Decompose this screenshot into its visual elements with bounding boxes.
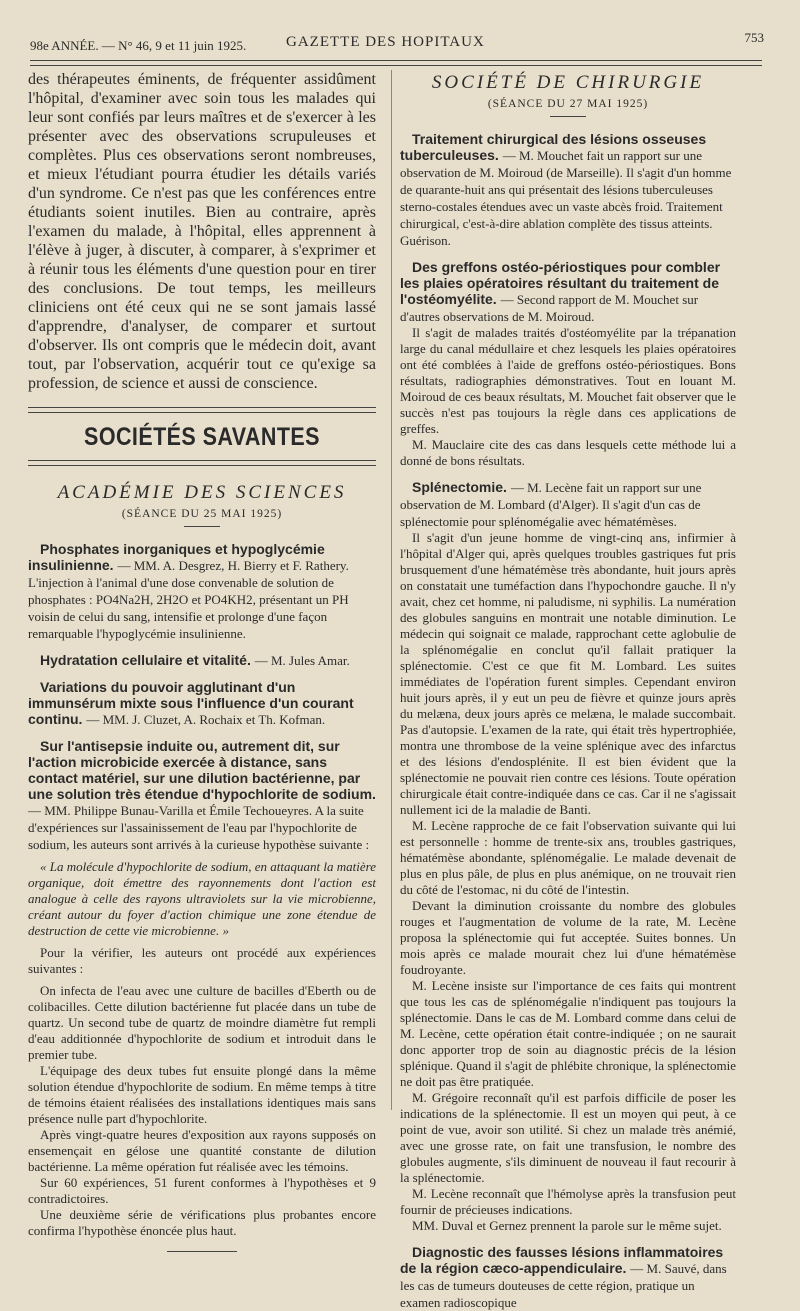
article-2 — [28, 652, 376, 669]
article-3 — [28, 679, 376, 728]
section-rule — [28, 460, 376, 466]
academy-session: (SÉANCE DU 25 MAI 1925) — [121, 508, 283, 520]
article-4-paragraph: On infecta de l'eau avec une culture de bacilles d'Eberth ou de colibacilles. Cette dilution bactérienne fut placée dans un tube de quartz. Un second tube de quartz de moindre diamètre fut rempli d'eau additionnée d'hypochlorite de sodium et introduit dans le premier tube. — [28, 983, 376, 1062]
end-rule — [167, 1251, 237, 1252]
page-header — [30, 30, 764, 58]
short-rule — [184, 526, 220, 527]
header-rule — [30, 60, 762, 66]
article-1-title: Phosphates inorganiques et hypoglycémie insulinienne. — [28, 541, 325, 573]
academy-title: ACADÉMIE DES SCIENCES — [57, 482, 347, 503]
report-1-title: Traitement chirurgical des lésions osseuses tuberculeuses. — [400, 131, 707, 163]
report-3-paragraph: M. Grégoire reconnaît qu'il est parfois difficile de poser les indications de la splénectomie. Il est un moyen qui peut, à ce point de vue, avoir son utilité. Si chez un malade très anémié, avec une grosse rate, on fait une transfusion, le nombre des globules augmente, s'ils diminuent de nouveau il faut recourir à la splénectomie. — [400, 1090, 736, 1185]
article-4-quote: « La molécule d'hypochlorite de sodium, en attaquant la matière organique, doit émettre des rayonnements dont l'action est analogue à celle des rayons ultraviolets sur la vie microbienne, créant autour du foyer d'action chimique une zone étendue de destruction de cette vie microbienne. » — [28, 859, 376, 938]
article-4-paragraph: Pour la vérifier, les auteurs ont procédé aux expériences suivantes : — [28, 945, 376, 976]
section-rule — [28, 407, 376, 413]
article-2-body: — M. Jules Amar. — [254, 653, 350, 668]
report-2-body: — Second rapport de M. Mouchet sur d'autres observations de M. Moiroud. — [400, 292, 699, 324]
report-3 — [400, 479, 736, 530]
report-2 — [400, 259, 736, 325]
article-4-paragraph: Après vingt-quatre heures d'exposition aux rayons supposés on ensemençait en gélose une quantité constante de dilution bactérienne. La même opération fut réalisée avec les témoins. — [28, 1127, 376, 1174]
article-4-paragraph: Une deuxième série de vérifications plus probantes encore confirma l'hypothèse énoncée plus haut. — [28, 1207, 376, 1238]
report-2-paragraph: M. Mauclaire cite des cas dans lesquels cette méthode lui a donné de bons résultats. — [400, 437, 736, 468]
article-3-body: — MM. J. Cluzet, A. Rochaix et Th. Kofman. — [86, 712, 326, 727]
report-3-paragraph: M. Lecène reconnaît que l'hémolyse après la transfusion peut fournir de précieuses indications. — [400, 1186, 736, 1217]
intro-paragraph: des thérapeutes éminents, de fréquenter assidûment l'hôpital, d'examiner avec soin tous les malades qui leur sont confiés par leurs maîtres et de s'exercer à les présenter avec des observations scrupuleuses et complètes. Plus ces observations seront nombreuses, et mieux l'étudiant pourra étudier les détails variés d'un syndrome. Ce n'est pas que les conférences entre étudiants soient inutiles. Bien au contraire, après l'examen du malade, à l'hôpital, elles apprennent à l'élève à juger, à discuter, à comparer, à s'exprimer et à réunir tous les éléments d'une question pour en tirer des conclusions. De tout temps, les meilleurs cliniciens ont été ceux qui ne se sont jamais lassé d'apprendre, d'analyser, de comparer et surtout d'observer. Ils ont compris que le médecin doit, avant tout, par l'observation, acquérir tout ce qu'exige sa profession, de science et aussi de conscience. — [28, 71, 376, 392]
short-rule — [550, 116, 586, 117]
article-4 — [28, 738, 376, 853]
report-4-title: Diagnostic des fausses lésions inflammatoires de la région cæco-appendiculaire. — [400, 1244, 724, 1276]
article-1-body: — MM. A. Desgrez, H. Bierry et F. Rathery. L'injection à l'animal d'une dose convenable de solution de phosphates : PO4Na2H, 2H2O et PO4KH2, présentant un PH voisin de celui du sang, intensifie et prolonge d'une façon remarquable l'hypoglycémie insulinienne. — [28, 558, 349, 641]
society-title: SOCIÉTÉ DE CHIRURGIE — [431, 72, 705, 93]
report-3-paragraph: Il s'agit d'un jeune homme de vingt-cinq ans, infirmier à l'hôpital d'Alger qui, après quelques troubles gastriques fut pris brusquement d'une hématémèse très abondante, huit jours après on constatait une tuméfaction dans l'hypochondre gauche. Il n'y avait, chez cet homme, ni paludisme, ni syphilis. La numération des globules sanguins en montrait une notable diminution. Le médecin qui soignait ce malade, rapprochant cette aglobulie de la splénomégalie en conclut qu'il fallait pratiquer la splénectomie. C'est ce que fit M. Lombard. Les suites immédiates de l'opération furent simples. Cependant environ huit jours après, il y eut un peu de fièvre et quinze jours après du melæna, deux jours après ce melæna, le malade succombait. Pas d'autopsie. L'examen de la rate, qui était très hypertrophiée, montra une thrombose de la veine splénique avec des infarctus et des lésions d'endosplénite. Il est bien évident que la splénectomie ne pouvait rien contre ces lésions. Toute opération chirurgicale était contre-indiquée dans ce cas. Car il ne s'agissait nullement ici de la maladie de Banti. — [400, 530, 736, 817]
report-2-paragraph: Il s'agit de malades traités d'ostéomyélite par la trépanation large du canal médullaire et chez lesquels les plaies opératoires ont été comblées à l'aide de greffons ostéo-périostiques. Bons résultats, radiographies démonstratives. Tout en louant M. Moiroud de ces beaux résultats, M. Mouchet fait observer que le succès n'est pas toujours la règle dans ces applications de greffes. — [400, 325, 736, 436]
report-4-body: — M. Sauvé, dans les cas de tumeurs douteuses de cette région, pratique un examen radioscopique — [400, 1261, 727, 1310]
report-3-paragraph: M. Lecène insiste sur l'importance de ces faits qui montrent que tous les cas de splénomégalie n'indiquent pas toujours la splénectomie. Dans le cas de M. Lombard comme dans celui de M. Lecène, cette opération était contre-indiquée ; on ne saurait donc apporter trop de soin au diagnostic précis de la lésion splénique. Quand il s'agit de phlébite chronique, la splénectomie ne doit pas être pratiquée. — [400, 978, 736, 1089]
report-3-paragraph: M. Lecène rapproche de ce fait l'observation suivante qui lui est personnelle : homme de trente-six ans, troubles gastriques, hématémèse abondante, splénomégalie. Le malade devenait de plus en plus pâle, de plus en plus anémique, on ne trouvait rien du côté de l'estomac, ni du côté de l'intestin. — [400, 818, 736, 897]
column-divider — [391, 70, 392, 1110]
report-1-body: — M. Mouchet fait un rapport sur une observation de M. Moiroud (de Marseille). Il s'agit d'un homme de quarante-huit ans qui présentait des lésions tuberculeuses sterno-costales étendues avec un vaste abcès froid. Traitement chirurgical, c'est-à-dire ablation complète des tissus atteints. Guérison. — [400, 148, 732, 248]
article-4-paragraph: Sur 60 expériences, 51 furent conformes à l'hypothèses et 9 contradictoires. — [28, 1175, 376, 1206]
society-session: (SÉANCE DU 27 MAI 1925) — [487, 98, 649, 110]
left-column — [28, 70, 376, 1252]
article-3-title: Variations du pouvoir agglutinant d'un immunsérum mixte sous l'influence d'un courant continu. — [28, 679, 354, 727]
article-4-body: — MM. Philippe Bunau-Varilla et Émile Techoueyres. A la suite d'expériences sur l'assainissement de l'eau par l'hypochlorite de sodium, les auteurs sont arrivés à la curieuse hypothèse suivante : — [28, 803, 370, 852]
article-2-title: Hydratation cellulaire et vitalité. — [40, 652, 251, 668]
report-3-paragraph: Devant la diminution croissante du nombre des globules rouges et l'augmentation de volume de la rate, M. Lecène proposa la splénectomie qui fut acceptée. Suites bonnes. Un mois après ce malade mourait chez lui d'une hématémèse foudroyante. — [400, 898, 736, 977]
article-4-title: Sur l'antisepsie induite ou, autrement dit, sur l'action microbicide exercée à distance, sans contact matériel, sur une dilution bactérienne, par une solution très étendue d'hypochlorite de sodium. — [28, 738, 376, 802]
report-4 — [400, 1244, 736, 1311]
section-title: SOCIÉTÉS SAVANTES — [84, 423, 320, 451]
page-number: 753 — [744, 30, 764, 45]
report-3-title: Splénectomie. — [412, 479, 507, 495]
report-3-paragraph: MM. Duval et Gernez prennent la parole sur le même sujet. — [412, 1218, 722, 1233]
journal-title: GAZETTE DES HOPITAUX — [286, 34, 485, 50]
report-3-body: — M. Lecène fait un rapport sur une observation de M. Lombard (d'Alger). Il s'agit d'un cas de splénectomie pour splénomégalie avec hématémèses. — [400, 480, 702, 529]
issue-info: 98e ANNÉE. — N° 46, 9 et 11 juin 1925. — [30, 38, 247, 53]
report-1 — [400, 131, 736, 249]
article-1 — [28, 541, 376, 642]
article-4-paragraph: L'équipage des deux tubes fut ensuite plongé dans la même solution étendue d'hypochlorite de sodium. En même temps à titre de témoins étaient réalisées des installations identiques mais sans présence nulle part d'hypochlorite. — [28, 1063, 376, 1126]
report-2-title: Des greffons ostéo-périostiques pour combler les plaies opératoires résultant du traitement de l'ostéomyélite. — [400, 259, 721, 307]
